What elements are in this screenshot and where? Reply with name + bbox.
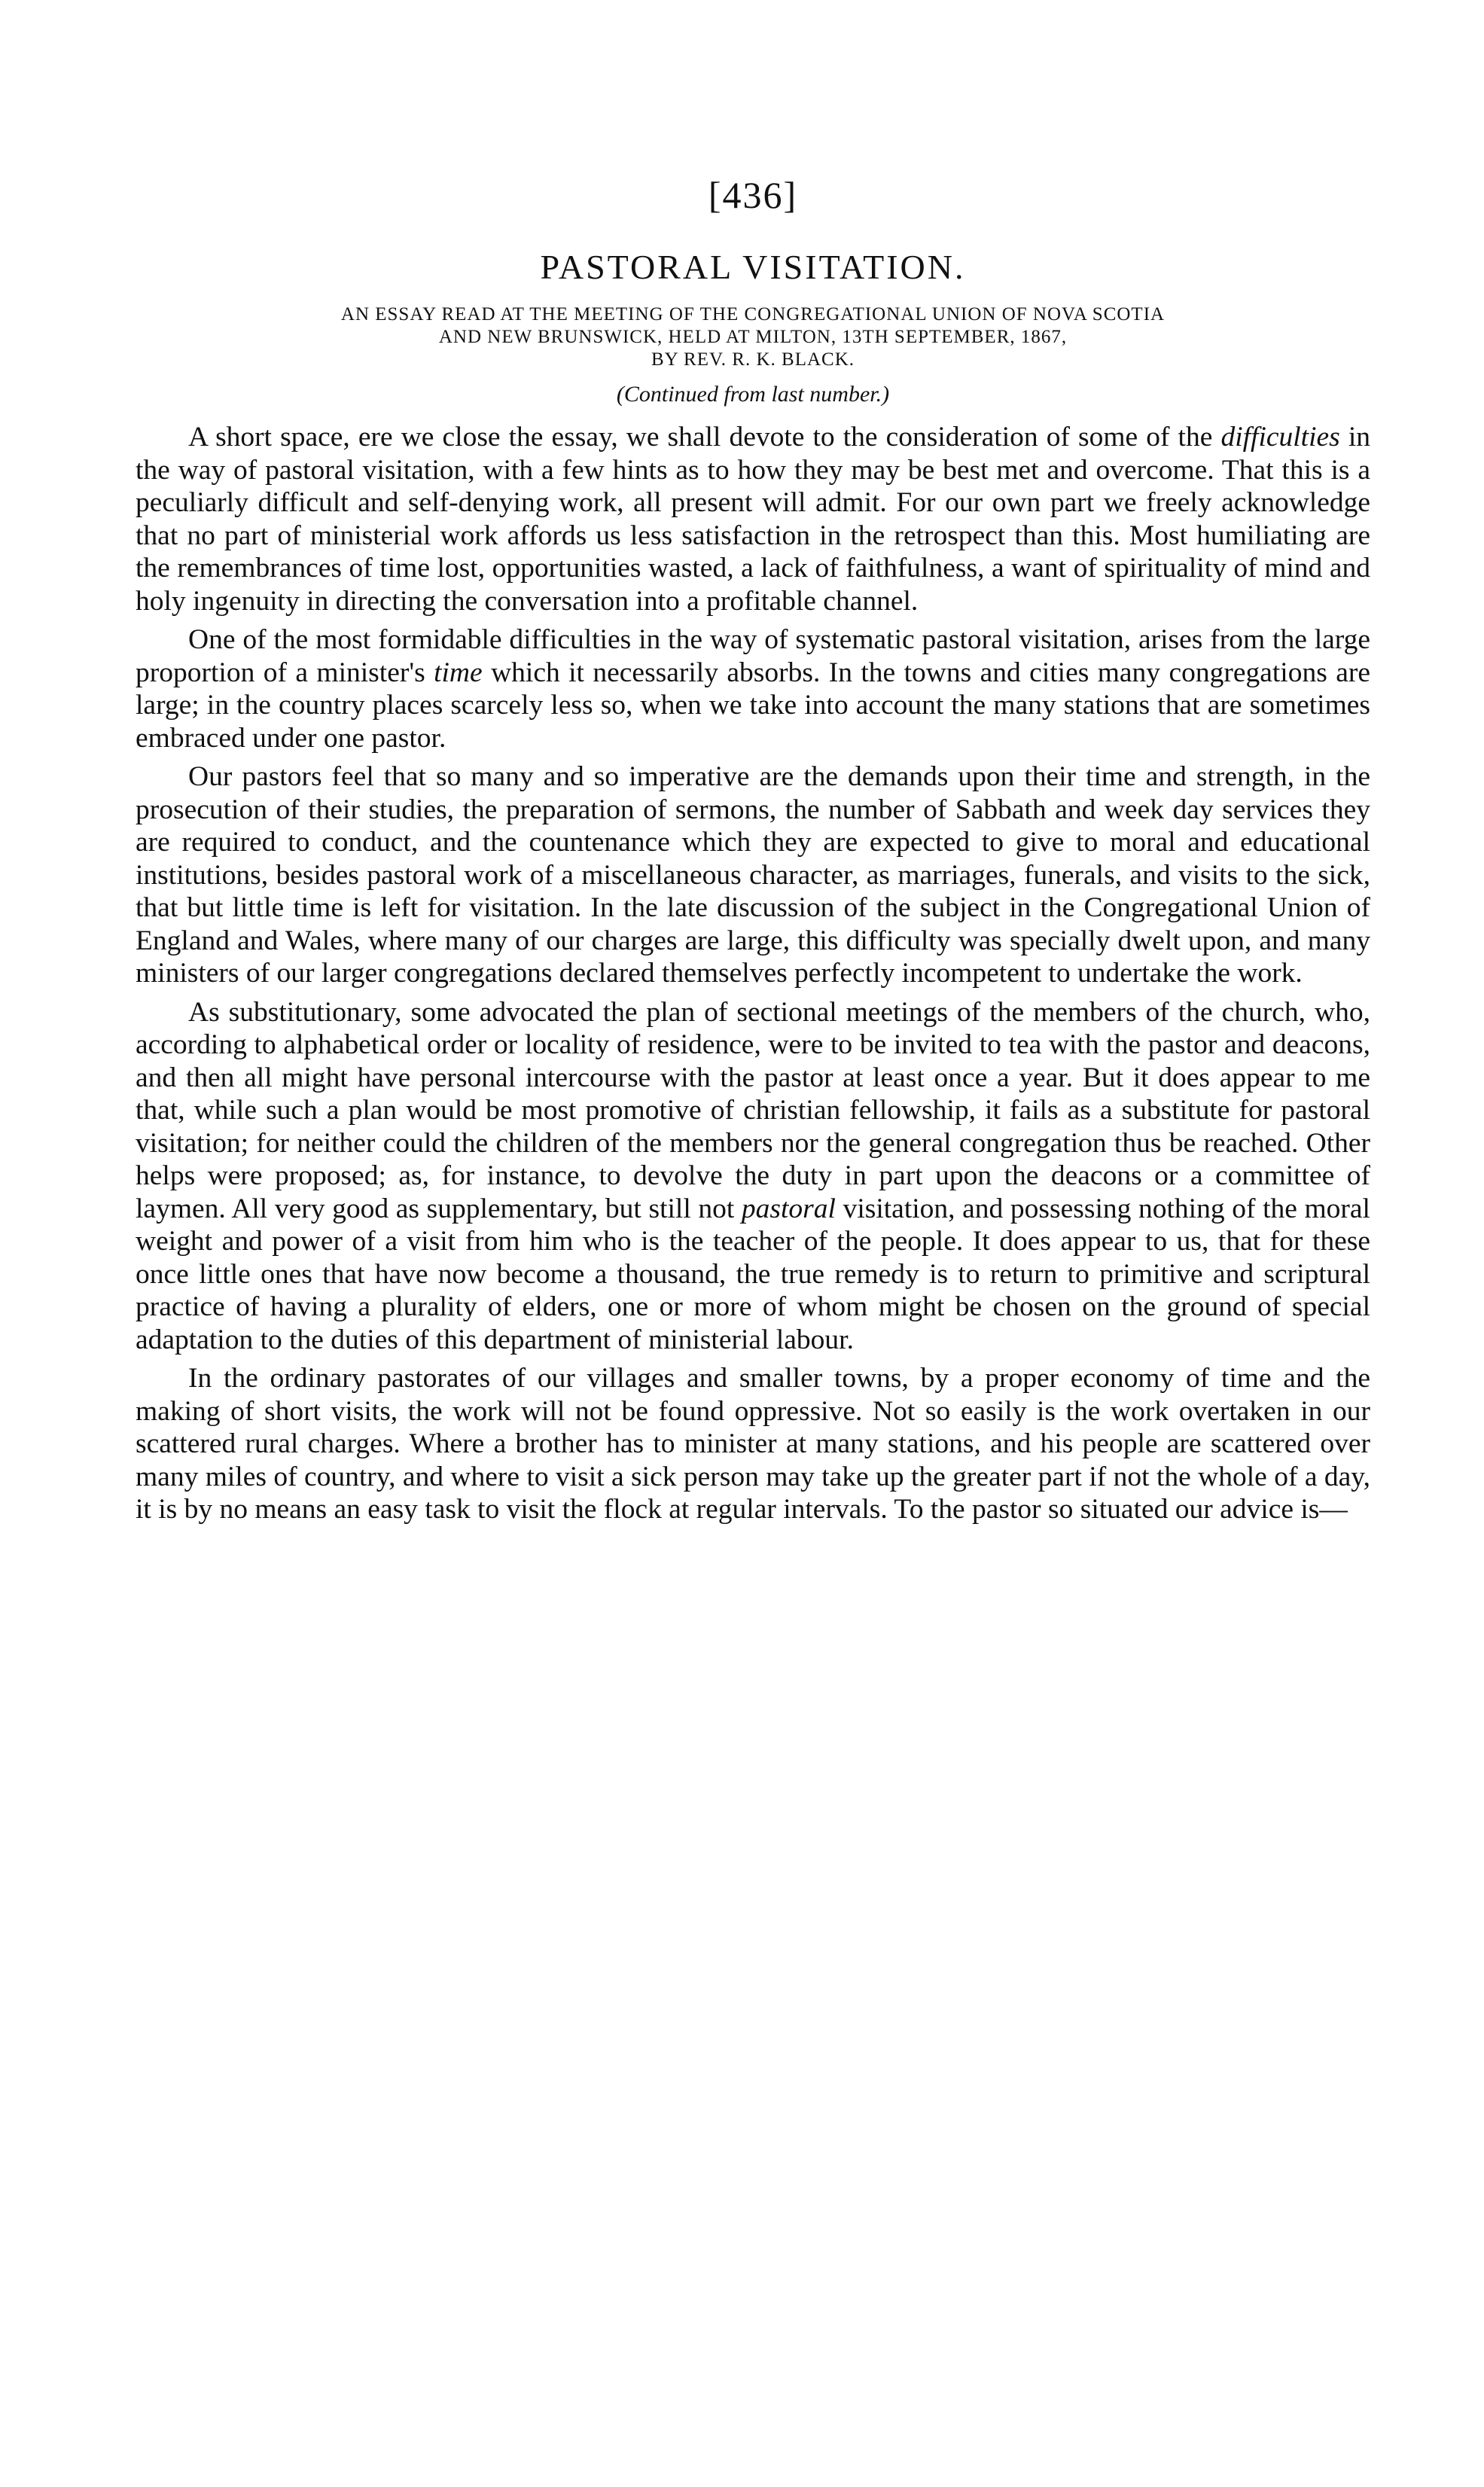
paragraph-text: in the way of pastoral visitation, with a few hints as to how they may be best met and overcome. That this is a peculiarly difficult and self-denying work, all present will admit. For our own part we freely acknowledge that no part of ministerial work affords us less satisfaction in the retrospect than this. Most humiliating are the remembrances of time lost, opportunities wasted, a lack of faithfulness, a want of spirituality of mind and holy ingenuity in directing the conversation into a profitable channel.: [136, 422, 1371, 617]
paragraph-text: As substitutionary, some advocated the plan of sectional meetings of the members of the church, who, according to alphabetical order or locality of residence, were to be invited to tea with the pastor and deacons, and then all might have personal intercourse with the pastor at least once a year. But it does appear to me that, while such a plan would be most promotive of christian fellowship, it fails as a substitute for pastoral visitation; for neither could the children of the members nor the general congregation thus be reached. Other helps were proposed; as, for instance, to devolve the duty in part upon the deacons or a committee of laymen. All very good as supplementary, but still not: [136, 996, 1370, 1224]
emphasized-text: pastoral: [741, 1193, 836, 1224]
article-subtitle-line-1: AN ESSAY READ AT THE MEETING OF THE CONGREGATIONAL UNION OF NOVA SCOTIA: [340, 304, 1166, 325]
emphasized-text: time: [434, 657, 483, 688]
page-number: [436]: [708, 174, 798, 216]
paragraph-text: which it necessarily absorbs. In the towns and cities many congregations are large; in the country places scarcely less so, when we take into account the many stations that are sometimes embraced under one pastor.: [136, 657, 1370, 754]
article-subtitle-line-2: AND NEW BRUNSWICK, HELD AT MILTON, 13TH SEPTEMBER, 1867,: [438, 327, 1068, 347]
body-paragraph: [136, 996, 1370, 1357]
paragraph-text: One of the most formidable difficulties in the way of systematic pastoral visitation, arises from the large proportion of a minister's: [136, 624, 1370, 688]
body-paragraph: [136, 421, 1370, 617]
continued-note: (Continued from last number.): [616, 382, 890, 407]
paragraph-text: A short space, ere we close the essay, we shall devote to the consideration of some of the: [188, 422, 1221, 453]
document-page: [136, 173, 1370, 1526]
emphasized-text: difficulties: [1220, 422, 1340, 453]
paragraph-text: Our pastors feel that so many and so imperative are the demands upon their time and strength, in the prosecution of their studies, the preparation of sermons, the number of Sabbath and week day services they are required to conduct, and the countenance which they are expected to give to moral and educational institutions, besides pastoral work of a miscellaneous character, as marriages, funerals, and visits to the sick, that but little time is left for visitation. In the late discussion of the subject in the Congregational Union of England and Wales, where many of our charges are large, this difficulty was specially dwelt upon, and many ministers of our larger congregations declared themselves perfectly incompetent to undertake the work.: [136, 761, 1370, 989]
paragraph-text: visitation, and possessing nothing of the moral weight and power of a visit from him who is the teacher of the people. It does appear to us, that for these once little ones that have now become a thousand, the true remedy is to return to primitive and scriptural practice of having a plurality of elders, one or more of whom might be chosen on the ground of special adaptation to the duties of this department of ministerial labour.: [136, 1193, 1370, 1355]
article-author: BY REV. R. K. BLACK.: [651, 349, 855, 370]
body-paragraph: [136, 623, 1370, 754]
paragraph-text: In the ordinary pastorates of our villages and smaller towns, by a proper economy of time and the making of short visits, the work will not be found oppressive. Not so easily is the work overtaken in our scattered rural charges. Where a brother has to minister at many stations, and his people are scattered over many miles of country, and where to visit a sick person may take up the greater part if not the whole of a day, it is by no means an easy task to visit the flock at regular intervals. To the pastor so situated our advice is—: [136, 1363, 1370, 1525]
body-paragraph: [136, 760, 1370, 990]
article-title: PASTORAL VISITATION.: [540, 248, 966, 286]
body-paragraph: [136, 1362, 1370, 1526]
